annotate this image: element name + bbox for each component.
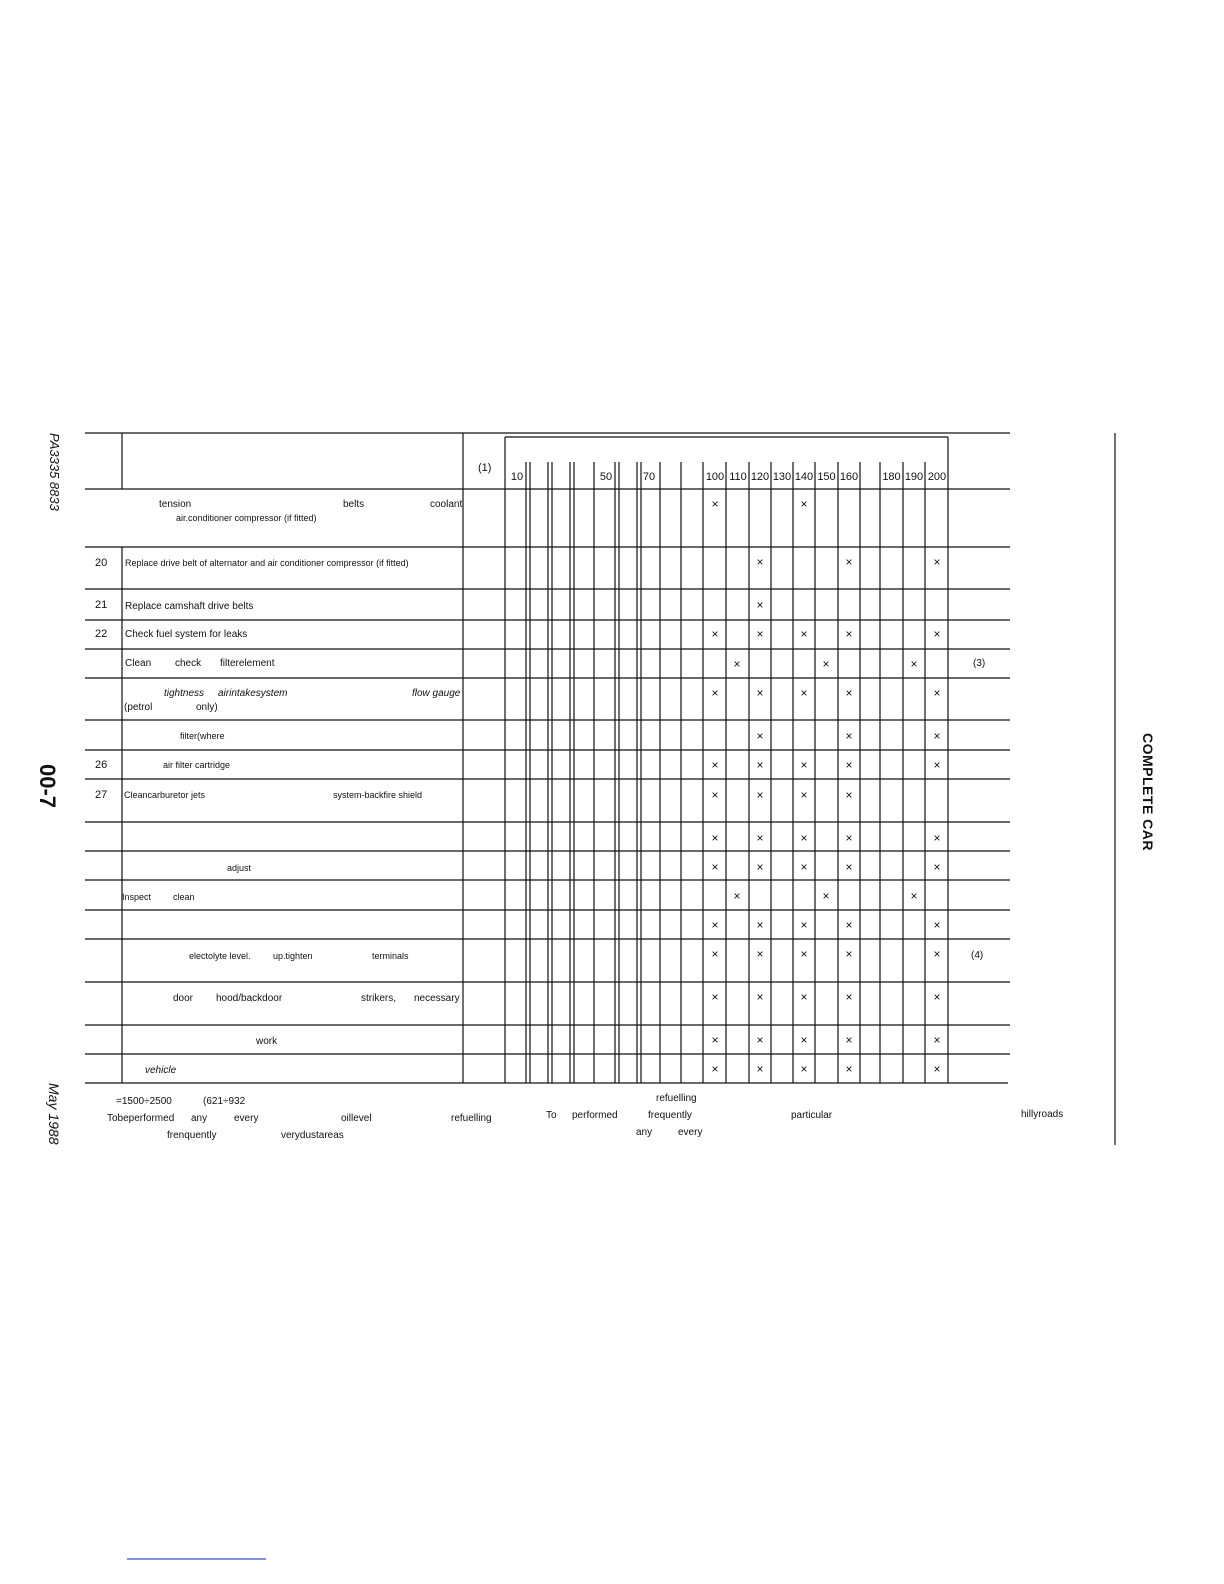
schedule-mark: × [711, 860, 719, 874]
desc-text: Inspect [122, 892, 152, 902]
schedule-mark: × [933, 831, 941, 845]
desc-text: only) [196, 702, 218, 713]
desc-text: door [173, 993, 194, 1004]
schedule-mark: × [756, 990, 764, 1004]
schedule-mark: × [933, 1033, 941, 1047]
footnote-text: any [636, 1127, 653, 1138]
desc-text: hood/backdoor [216, 993, 283, 1004]
schedule-mark: × [845, 990, 853, 1004]
schedule-mark: × [910, 889, 918, 903]
km-col-120: 120 [750, 471, 770, 483]
km-col-10: 10 [510, 471, 524, 483]
footnote-text: any [191, 1113, 208, 1124]
schedule-mark: × [822, 889, 830, 903]
margin-ref-codes: PA3335 8833 [47, 433, 62, 511]
desc-text: belts [343, 499, 365, 510]
row-number: 26 [95, 759, 108, 771]
schedule-mark: × [756, 1062, 764, 1076]
footnote-text: Tobeperformed [107, 1113, 175, 1124]
desc-text: check [175, 658, 202, 669]
schedule-mark: × [845, 860, 853, 874]
row-number: 20 [95, 557, 108, 569]
schedule-mark: × [822, 657, 830, 671]
footnote-text: performed [572, 1110, 618, 1121]
row-number: 27 [95, 789, 108, 801]
margin-page-number: 00-7 [35, 764, 60, 809]
desc-text: air filter cartridge [163, 760, 231, 770]
km-col-150: 150 [817, 471, 836, 483]
schedule-mark: × [800, 990, 808, 1004]
schedule-mark: × [933, 918, 941, 932]
desc-text: up.tighten [273, 951, 313, 961]
schedule-mark: × [756, 555, 764, 569]
schedule-mark: × [711, 831, 719, 845]
row-number: 21 [95, 599, 108, 611]
schedule-mark: × [933, 686, 941, 700]
desc-text: Clean [125, 658, 152, 669]
margin-date: May 1988 [46, 1083, 62, 1145]
schedule-mark: × [933, 947, 941, 961]
schedule-mark: × [756, 788, 764, 802]
desc-text: electolyte level. [189, 951, 251, 961]
desc-text: filterelement [220, 658, 275, 669]
footnote-text: verydustareas [281, 1130, 344, 1141]
footnote-text: =1500÷2500 [116, 1096, 172, 1107]
km-col-160: 160 [839, 471, 859, 483]
schedule-mark: × [756, 918, 764, 932]
row-note: (3) [973, 658, 986, 669]
schedule-mark: × [800, 1033, 808, 1047]
km-col-130: 130 [772, 471, 792, 483]
schedule-mark: × [845, 758, 853, 772]
schedule-mark: × [933, 627, 941, 641]
desc-text: adjust [227, 863, 252, 873]
schedule-mark: × [933, 860, 941, 874]
desc-text: Check fuel system for leaks [125, 629, 248, 640]
km-col-180: 180 [882, 471, 901, 483]
schedule-mark: × [756, 758, 764, 772]
footnote-text: To [546, 1110, 557, 1121]
note-ref-header: (1) [478, 462, 492, 474]
desc-text: terminals [372, 951, 409, 961]
schedule-mark: × [711, 627, 719, 641]
schedule-mark: × [756, 860, 764, 874]
schedule-mark: × [845, 1033, 853, 1047]
footnote-text: frequently [648, 1110, 692, 1121]
schedule-mark: × [845, 627, 853, 641]
km-col-100: 100 [705, 471, 725, 483]
schedule-mark: × [845, 947, 853, 961]
schedule-mark: × [733, 889, 741, 903]
schedule-mark: × [800, 860, 808, 874]
schedule-mark: × [845, 831, 853, 845]
schedule-mark: × [845, 555, 853, 569]
km-col-110: 110 [729, 471, 747, 483]
km-col-50: 50 [599, 471, 613, 483]
desc-text: Replace drive belt of alternator and air conditioner compressor (if fitted) [125, 558, 409, 568]
schedule-mark: × [711, 947, 719, 961]
desc-text: airintakesystem [218, 688, 288, 699]
desc-text: Replace camshaft drive belts [125, 601, 254, 612]
desc-text: work [256, 1036, 278, 1047]
schedule-mark: × [845, 918, 853, 932]
schedule-mark: × [756, 729, 764, 743]
desc-text: strikers, [361, 993, 396, 1004]
schedule-mark: × [845, 686, 853, 700]
schedule-mark: × [711, 1062, 719, 1076]
schedule-mark: × [800, 788, 808, 802]
schedule-mark: × [733, 657, 741, 671]
row-note: (4) [971, 950, 984, 961]
schedule-mark: × [800, 627, 808, 641]
schedule-mark: × [756, 1033, 764, 1047]
desc-text: tension [159, 499, 192, 510]
schedule-mark: × [933, 729, 941, 743]
footnote-text: frenquently [167, 1130, 217, 1141]
km-col-70: 70 [642, 471, 656, 483]
footnote-text: oillevel [341, 1113, 372, 1124]
desc-text: necessary [414, 993, 460, 1004]
schedule-mark: × [756, 598, 764, 612]
schedule-mark: × [711, 497, 719, 511]
schedule-mark: × [756, 947, 764, 961]
schedule-mark: × [756, 831, 764, 845]
footnote-text: particular [791, 1110, 833, 1121]
schedule-mark: × [910, 657, 918, 671]
desc-text: (petrol [124, 702, 153, 713]
schedule-mark: × [800, 1062, 808, 1076]
schedule-mark: × [933, 758, 941, 772]
schedule-mark: × [711, 686, 719, 700]
desc-text: filter(where [180, 731, 225, 741]
schedule-mark: × [845, 729, 853, 743]
footnote-text: every [678, 1127, 703, 1138]
schedule-mark: × [800, 918, 808, 932]
schedule-mark: × [933, 990, 941, 1004]
schedule-mark: × [711, 788, 719, 802]
schedule-mark: × [756, 686, 764, 700]
desc-text: clean [173, 892, 195, 902]
schedule-mark: × [800, 831, 808, 845]
desc-text: vehicle [145, 1065, 177, 1076]
schedule-mark: × [756, 627, 764, 641]
desc-text: Cleancarburetor jets [124, 790, 206, 800]
schedule-mark: × [711, 918, 719, 932]
schedule-mark: × [800, 758, 808, 772]
desc-text: system-backfire shield [333, 790, 423, 800]
km-col-190: 190 [904, 471, 924, 483]
schedule-mark: × [800, 497, 808, 511]
footnote-text: refuelling [451, 1113, 492, 1124]
schedule-mark: × [845, 788, 853, 802]
desc-text: flow gauge [412, 688, 461, 699]
schedule-mark: × [711, 758, 719, 772]
km-col-200: 200 [927, 471, 947, 483]
footnote-text: every [234, 1113, 259, 1124]
schedule-mark: × [845, 1062, 853, 1076]
footnote-text: hillyroads [1021, 1109, 1064, 1120]
footnote-text: (621÷932 [203, 1096, 246, 1107]
footnote-text: refuelling [656, 1093, 697, 1104]
section-title: COMPLETE CAR [1140, 733, 1156, 851]
schedule-mark: × [711, 990, 719, 1004]
desc-text: coolant [430, 499, 463, 510]
schedule-mark: × [800, 947, 808, 961]
row-number: 22 [95, 628, 108, 640]
schedule-mark: × [711, 1033, 719, 1047]
desc-text: tightness [164, 688, 205, 699]
desc-text: air.conditioner compressor (if fitted) [176, 513, 317, 523]
schedule-mark: × [800, 686, 808, 700]
km-col-140: 140 [794, 471, 814, 483]
schedule-mark: × [933, 1062, 941, 1076]
schedule-mark: × [933, 555, 941, 569]
